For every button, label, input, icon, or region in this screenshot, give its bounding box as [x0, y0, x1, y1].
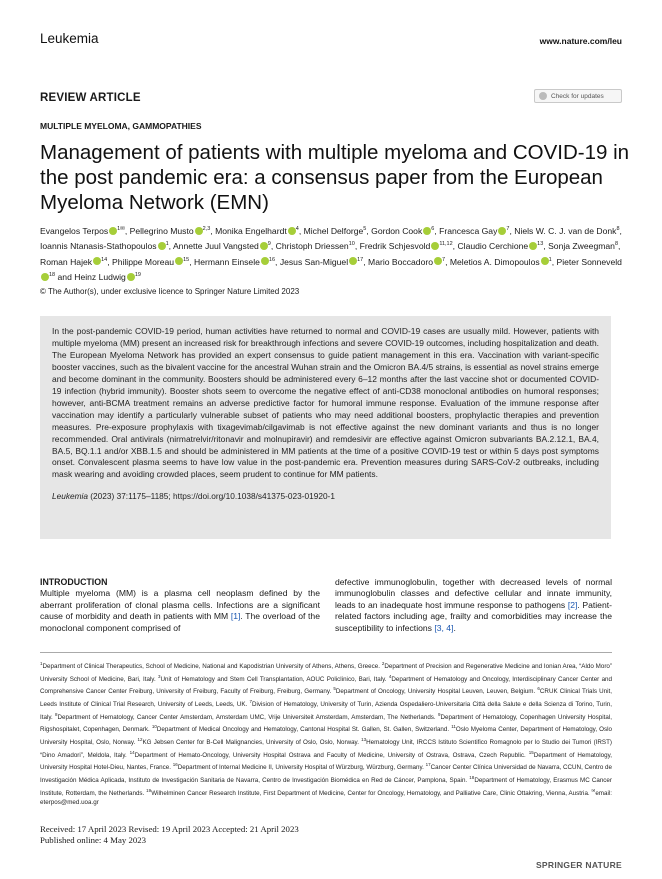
orcid-icon[interactable] [541, 257, 549, 265]
orcid-icon[interactable] [349, 257, 357, 265]
affiliation-text: Department of Hematology, University Hospital Hotel-Dieu, Nantes, France. [40, 751, 612, 772]
citation [52, 491, 599, 501]
author-name[interactable]: Niels W. C. J. van de Donk [514, 225, 617, 236]
author-affiliation-number: 9 [267, 241, 271, 248]
author-name[interactable]: Michel Delforge [303, 225, 364, 236]
orcid-icon[interactable] [529, 242, 537, 250]
author-affiliation-number: 15 [183, 256, 190, 263]
author-name[interactable]: Heinz Ludwig [74, 271, 126, 282]
affiliation-text: Oslo Myeloma Center, Department of Hematology, Oslo University Hospital, Oslo, Norway. [40, 726, 612, 747]
orcid-icon[interactable] [158, 242, 166, 250]
author-affiliation-number: 7 [506, 226, 510, 232]
affiliation-text: KG Jebsen Center for B-Cell Malignancies, University of Oslo, Oslo, Norway. [142, 739, 362, 747]
affiliation-number: 12 [137, 737, 143, 743]
reference-link[interactable]: [3, 4] [434, 622, 454, 633]
affiliation-number: ✉ [591, 787, 596, 793]
affiliation-number: 10 [151, 724, 157, 730]
author-name[interactable]: Ioannis Ntanasis-Stathopoulos [40, 241, 157, 252]
author-affiliation-number: 10 [348, 241, 355, 248]
author-affiliation-number: 18 [49, 271, 56, 278]
author-name[interactable]: Claudio Cerchione [457, 241, 529, 252]
journal-name: Leukemia [40, 31, 99, 46]
intro-text: . Patient-related factors including age, frailty and comorbidities may increase the susceptibility to infections [335, 599, 612, 633]
published-date: Published online: 4 May 2023 [40, 834, 147, 845]
author-name[interactable]: Hermann Einsele [193, 256, 260, 267]
author-name[interactable]: Annette Juul Vangsted [172, 241, 259, 252]
intro-text: . The overload of the monoclonal component comprised of [40, 611, 320, 633]
affiliation-number: 3 [158, 673, 161, 679]
copyright: © The Author(s), under exclusive licence to Springer Nature Limited 2023 [40, 287, 300, 296]
orcid-icon[interactable] [195, 227, 203, 235]
citation-doi[interactable]: (2023) 37:1175–1185; https://doi.org/10.1038/s41375-023-01920-1 [87, 491, 335, 502]
affiliation-text: Department of Clinical Therapeutics, School of Medicine, National and Kapodistrian University of Athens, Athens, Greece. [42, 663, 382, 671]
orcid-icon[interactable] [288, 227, 296, 235]
author-affiliation-number: 13 [537, 241, 544, 248]
affiliations [40, 659, 612, 808]
affiliation-number: 11 [451, 724, 456, 730]
publication-dates [40, 824, 299, 845]
author-name[interactable]: Philippe Moreau [111, 256, 175, 267]
affiliation-text: email: eterpos@med.uoa.gr [40, 789, 612, 807]
author-affiliation-number: 6 [431, 226, 435, 232]
affiliation-text: Department of Hemato-Oncology, University Hospital Ostrava and Faculty of Medicine, University of Ostrava, Ostrava, Czech Republic. [134, 751, 529, 759]
author-affiliation-number: 17 [357, 256, 364, 263]
author-affiliation-number: 7 [442, 256, 446, 263]
affiliation-text: Wilhelminen Cancer Research Institute, First Department of Medicine, Center for Oncology, Hematology, and Palliative Care, Clinic Ottakring, Vienna, Austria. [151, 789, 592, 797]
author-affiliation-number: 2,3 [202, 226, 211, 232]
affiliation-number: 7 [249, 699, 253, 705]
affiliation-text: Division of Hematology, University of Turin, Azienda Ospedaliero-Universitaria Città della Salute e della Scienza di Torino, Turin, Italy. [40, 701, 612, 721]
affiliation-number: 15 [528, 749, 534, 755]
subject-category: MULTIPLE MYELOMA, GAMMOPATHIES [40, 121, 202, 131]
affiliation-number: 6 [537, 686, 540, 692]
article-type: REVIEW ARTICLE [40, 92, 141, 104]
affiliation-number: 8 [55, 711, 58, 717]
author-affiliation-number: 1 [548, 256, 552, 263]
received-dates: Received: 17 April 2023 Revised: 19 April 2023 Accepted: 21 April 2023 [40, 824, 299, 834]
affiliation-number: 1 [40, 661, 43, 666]
affiliations-divider [40, 652, 612, 653]
orcid-icon[interactable] [41, 273, 49, 281]
article-title: Management of patients with multiple myeloma and COVID-19 in the post pandemic era: a consensus paper from the European Myeloma Network (EMN) [40, 141, 630, 214]
author-name[interactable]: Gordon Cook [371, 225, 423, 236]
affiliation-number: 14 [129, 749, 135, 755]
author-affiliation-number: 16 [268, 256, 276, 263]
author-affiliation-number: 1 [165, 241, 169, 248]
author-affiliation-number: 11,12 [439, 241, 453, 248]
author-list: Evangelos Terpos $^{1✉}$, Pellegrino Musto $^{2,3}$, Monika Engelhardt $^4$, Michel Delforge$^5$, Gordon Cook $^6$, Francesca Gay $^7$, Niels W. C. J. van de Donk$^8$, Ioannis Ntanasis-Stathopoulos $^1$, Annette Juul Vangsted $^9$, Christoph Driessen$^{10}$, Fredrik Schjesvold $^{11,12}$, Claudio Cerchione $^{13}$, Sonja Zweegman$^8$, Roman Hajek $^{14}$, Philippe Moreau $^{15}$, Hermann Einsele $^{16}$, Jesus San-Miguel $^{17}$, Mario Boccadoro $^7$, Meletios A. Dimopoulos $^1$, Pieter Sonneveld$^{18}$ and Heinz Ludwig $^{19}$ [40, 225, 622, 282]
intro-text: Multiple myeloma (MM) is a plasma cell neoplasm defined by the aberrant proliferation of clonal plasma cells. Infections are a significant cause of morbidity and death in patients with MM [40, 588, 320, 622]
author-name[interactable]: Evangelos Terpos [40, 225, 109, 236]
affiliation-number: 18 [469, 775, 475, 781]
reference-link[interactable]: [1] [230, 611, 241, 622]
abstract-text: In the post-pandemic COVID-19 period, human activities have returned to normal and COVID-19 cases are usually mild. However, patients with multiple myeloma (MM) present an increased risk for breakthrough infections and severe COVID-19 outcomes, including hospitalization and death. The European Myeloma Network has provided an expert consensus to guide patient management in this era. Vaccination with variant-specific booster vaccines, such as the bivalent vaccine for the ancestral Wuhan strain and the Omicron BA.4/5 strains, is essential as novel strains emerge and become dominant in the community. Boosters should be administered every 6–12 months after the last vaccine shot or documented COVID-19 infection (hybrid immunity). Booster shots seem to overcome the negative effect of anti-CD38 monoclonal antibodies on humoral responses; however, anti-BCMA treatment remains an adverse predictive factor for humoral immune response. Evaluation of the immune response after vaccination may identify a particularly vulnerable subset of patients who may need additional boosters, prophylactic therapies and prevention measures. Pre-exposure prophylaxis with tixagevimab/cilgavimab is not effective against the new dominant variants and thus is no longer recommended. Oral antivirals (nirmatrelvir/ritonavir and molnupiravir) and remdesivir are effective against Omicron subvariants BA.2.12.1, BA.4, BA.5, BQ.1.1 and/or XBB.1.5 and should be administered in MM patients at the time of a positive COVID-19 test or within 5 days post symptoms onset. Convalescent plasma seems to have low value in the post-pandemic era. Prevention measures during SARS-CoV-2 outbreaks, including mask wearing and avoiding crowded places, seem prudent to continue for MM patients. [52, 326, 599, 480]
section-heading: INTRODUCTION [40, 577, 108, 587]
orcid-icon[interactable] [109, 227, 117, 235]
affiliation-text: Department of Medical Oncology and Hematology, Cantonal Hospital St. Gallen, St. Gallen, Switzerland. [156, 726, 452, 734]
author-and: and [55, 271, 75, 282]
abstract-box [40, 316, 611, 539]
affiliation-text: Hematology Unit, IRCCS Istituto Scientifico Romagnolo per lo Studio dei Tumori (IRST) “Dino Amadori”, Meldola, Italy. [40, 739, 612, 759]
affiliation-text: Department of Hematology and Oncology, Interdisciplinary Cancer Center and Comprehensive Cancer Center Freiburg, University of Freiburg, Faculty of Freiburg, Freiburg, Germany. [40, 675, 613, 696]
orcid-icon[interactable] [93, 257, 101, 265]
author-affiliation-number: 4 [295, 226, 299, 232]
orcid-icon[interactable] [175, 257, 183, 265]
affiliation-text: Department of Precision and Regenerative Medicine and Ionian Area, “Aldo Moro” University School of Medicine, Bari, Italy. [40, 663, 612, 683]
author-name[interactable]: Pellegrino Musto [129, 225, 194, 236]
affiliation-text: Department of Oncology, University Hospital Leuven, Leuven, Belgium. [335, 688, 538, 696]
author-name[interactable]: Fredrik Schjesvold [359, 241, 431, 252]
author-name[interactable]: Francesca Gay [439, 225, 498, 236]
author-affiliation-number: 8 [616, 226, 620, 232]
publisher-logo: SPRINGER NATURE [535, 860, 622, 870]
affiliation-number: 19 [146, 787, 152, 793]
affiliation-text: Department of Internal Medicine II, University Hospital of Würzburg, Würzburg, Germany. [177, 764, 426, 772]
author-name[interactable]: Sonja Zweegman [548, 241, 615, 252]
intro-left-column [40, 577, 320, 634]
orcid-icon[interactable] [434, 257, 442, 265]
author-affiliation-number: 14 [101, 256, 108, 263]
affiliation-text: Cancer Center Clínica Universidad de Navarra, CCUN, Centro de Investigación Médica Aplicada, Instituto de Investigación Sanitaria de Navarra, Centro de Investigación Biomédica en Red de Cáncer, Pamplona, Spain. [40, 764, 612, 785]
affiliation-text: CRUK Clinical Trials Unit, Leeds Institute of Clinical Trial Research, University of Leeds, Leeds, UK. [40, 688, 612, 709]
author-name[interactable]: Mario Boccadoro [368, 256, 433, 267]
author-name[interactable]: Pieter Sonneveld [556, 256, 622, 267]
intro-right-column [335, 577, 612, 634]
intro-text: . [453, 622, 456, 633]
affiliation-number: 5 [333, 686, 336, 692]
author-affiliation-number: 8 [614, 241, 619, 248]
author-name[interactable]: Monika Engelhardt [215, 225, 287, 236]
orcid-icon[interactable] [260, 242, 268, 250]
author-name[interactable]: Jesus San-Miguel [279, 256, 349, 267]
affiliation-number: 17 [425, 762, 431, 768]
author-name[interactable]: Meletios A. Dimopoulos [449, 256, 540, 267]
citation-journal: Leukemia [52, 491, 88, 502]
affiliation-text: Unit of Hematology and Stem Cell Transplantation, AOUC Policlinico, Bari, Italy. [160, 675, 389, 683]
affiliation-number: 16 [172, 762, 178, 768]
journal-url[interactable]: www.nature.com/leu [539, 36, 622, 46]
reference-link[interactable]: [2] [567, 599, 578, 610]
affiliation-text: Department of Hematology, Copenhagen University Hospital, Rigshospitalet, Copenhagen, Denmark. [40, 713, 612, 734]
affiliation-text: Department of Hematology, Erasmus MC Cancer Institute, Rotterdam, the Netherlands. [40, 777, 612, 797]
intro-text: defective immunoglobulin, together with decreased levels of normal immunoglobulin classes and defective cellular and innate immunity, leads to an inadequate host immune response to pathogens [335, 577, 612, 610]
author-affiliation-number: 1✉ [117, 226, 125, 232]
orcid-icon[interactable] [127, 273, 135, 281]
affiliation-number: 9 [437, 711, 441, 717]
author-affiliation-number: 5 [363, 226, 367, 232]
affiliation-number: 13 [361, 737, 367, 743]
orcid-icon[interactable] [261, 257, 269, 265]
check-updates-label: Check for updates [551, 92, 604, 100]
affiliation-number: 2 [381, 661, 385, 666]
author-name[interactable]: Roman Hajek [40, 256, 93, 267]
check-for-updates-button[interactable] [534, 89, 622, 103]
affiliation-text: Department of Hematology, Cancer Center Amsterdam, Amsterdam UMC, Vrije Universiteit Amsterdam, Amsterdam, The Netherlands. [57, 713, 438, 721]
affiliation-number: 4 [388, 673, 392, 679]
author-affiliation-number: 19 [134, 271, 141, 278]
check-updates-icon [539, 92, 547, 100]
author-name[interactable]: Christoph Driessen [275, 241, 349, 252]
